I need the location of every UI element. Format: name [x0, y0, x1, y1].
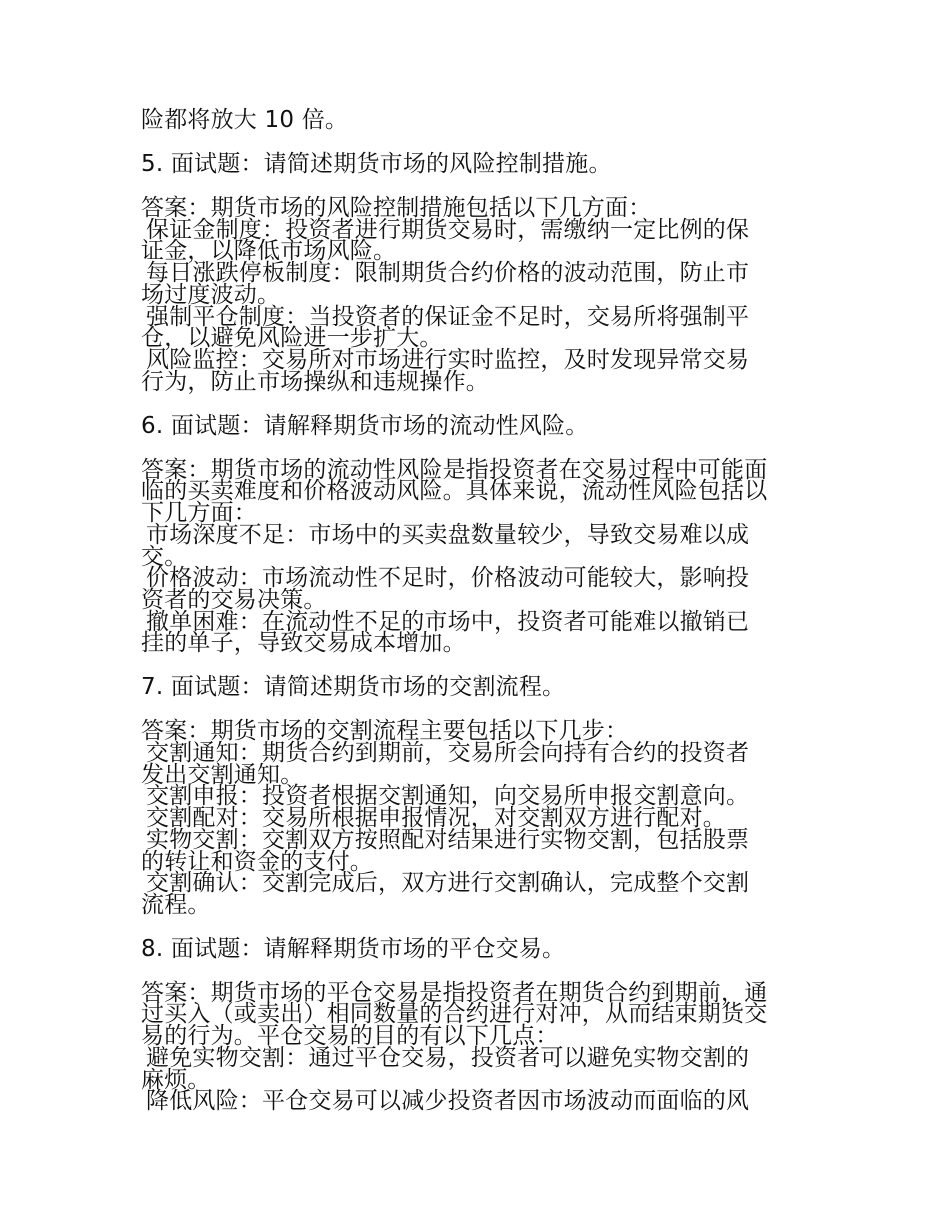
answer-7-point-4-line-2: 的转让和资金的支付。 — [141, 849, 373, 875]
question-7: 7. 面试题：请简述期货市场的交割流程。 — [141, 674, 566, 700]
answer-6-point-1-line-1: 市场深度不足：市场中的买卖盘数量较少，导致交易难以成 — [146, 522, 750, 548]
answer-5-point-2-line-2: 场过度波动。 — [141, 282, 281, 308]
answer-7-point-3-line-1: 交割配对：交易所根据申报情况，对交割双方进行配对。 — [146, 805, 726, 831]
question-8: 8. 面试题：请解释期货市场的平仓交易。 — [141, 936, 566, 962]
answer-6-point-3-line-2: 挂的单子，导致交易成本增加。 — [141, 630, 466, 656]
answer-8-point-2-line-1: 降低风险：平仓交易可以减少投资者因市场波动而面临的风 — [146, 1088, 750, 1114]
answer-7-point-1-line-1: 交割通知：期货合约到期前，交易所会向持有合约的投资者 — [146, 740, 750, 766]
answer-7-point-1-line-2: 发出交割通知。 — [141, 762, 304, 788]
answer-5-point-4-line-1: 风险监控：交易所对市场进行实时监控，及时发现异常交易 — [146, 347, 750, 373]
answer-7-point-2-line-1: 交割申报：投资者根据交割通知，向交易所申报交割意向。 — [146, 783, 750, 809]
answer-5-intro-line-1: 答案：期货市场的风险控制措施包括以下几方面： — [141, 195, 652, 221]
answer-6-intro-line-1: 答案：期货市场的流动性风险是指投资者在交易过程中可能面 — [141, 457, 768, 483]
answer-5-point-4-line-2: 行为，防止市场操纵和违规操作。 — [141, 369, 489, 395]
answer-6-point-2-line-2: 资者的交易决策。 — [141, 587, 327, 613]
answer-6-intro-line-3: 下几方面： — [141, 500, 257, 526]
question-6: 6. 面试题：请解释期货市场的流动性风险。 — [141, 413, 589, 439]
answer-8-point-1-line-1: 避免实物交割：通过平仓交易，投资者可以避免实物交割的 — [146, 1045, 750, 1071]
answer-5-point-1-line-1: 保证金制度：投资者进行期货交易时，需缴纳一定比例的保 — [146, 217, 750, 243]
answer-6-point-1-line-2: 交。 — [141, 544, 188, 570]
answer-5-point-1-line-2: 证金，以降低市场风险。 — [141, 238, 397, 264]
answer-8-intro-line-2: 过买入（或卖出）相同数量的合约进行对冲，从而结束期货交 — [141, 1001, 768, 1027]
answer-7-point-5-line-2: 流程。 — [141, 892, 211, 918]
answer-6-point-2-line-1: 价格波动：市场流动性不足时，价格波动可能较大，影响投 — [146, 565, 750, 591]
answer-8-point-1-line-2: 麻烦。 — [141, 1067, 211, 1093]
answer-6-point-3-line-1: 撤单困难：在流动性不足的市场中，投资者可能难以撤销已 — [146, 609, 750, 635]
answer-5-point-3-line-1: 强制平仓制度：当投资者的保证金不足时，交易所将强制平 — [146, 304, 750, 330]
answer-7-point-5-line-1: 交割确认：交割完成后，双方进行交割确认，完成整个交割 — [146, 870, 750, 896]
answer-6-intro-line-2: 临的买卖难度和价格波动风险。具体来说，流动性风险包括以 — [141, 478, 768, 504]
answer-8-intro-line-1: 答案：期货市场的平仓交易是指投资者在期货合约到期前，通 — [141, 980, 768, 1006]
intro-tail-line: 险都将放大 10 倍。 — [141, 107, 349, 133]
answer-5-point-2-line-1: 每日涨跌停板制度：限制期货合约价格的波动范围，防止市 — [146, 260, 750, 286]
answer-8-intro-line-3: 易的行为。平仓交易的目的有以下几点： — [141, 1023, 559, 1049]
answer-7-point-4-line-1: 实物交割：交割双方按照配对结果进行实物交割，包括股票 — [146, 827, 750, 853]
answer-5-point-3-line-2: 仓，以避免风险进一步扩大。 — [141, 325, 443, 351]
question-5: 5. 面试题：请简述期货市场的风险控制措施。 — [141, 151, 612, 177]
answer-7-intro-line-1: 答案：期货市场的交割流程主要包括以下几步： — [141, 718, 629, 744]
